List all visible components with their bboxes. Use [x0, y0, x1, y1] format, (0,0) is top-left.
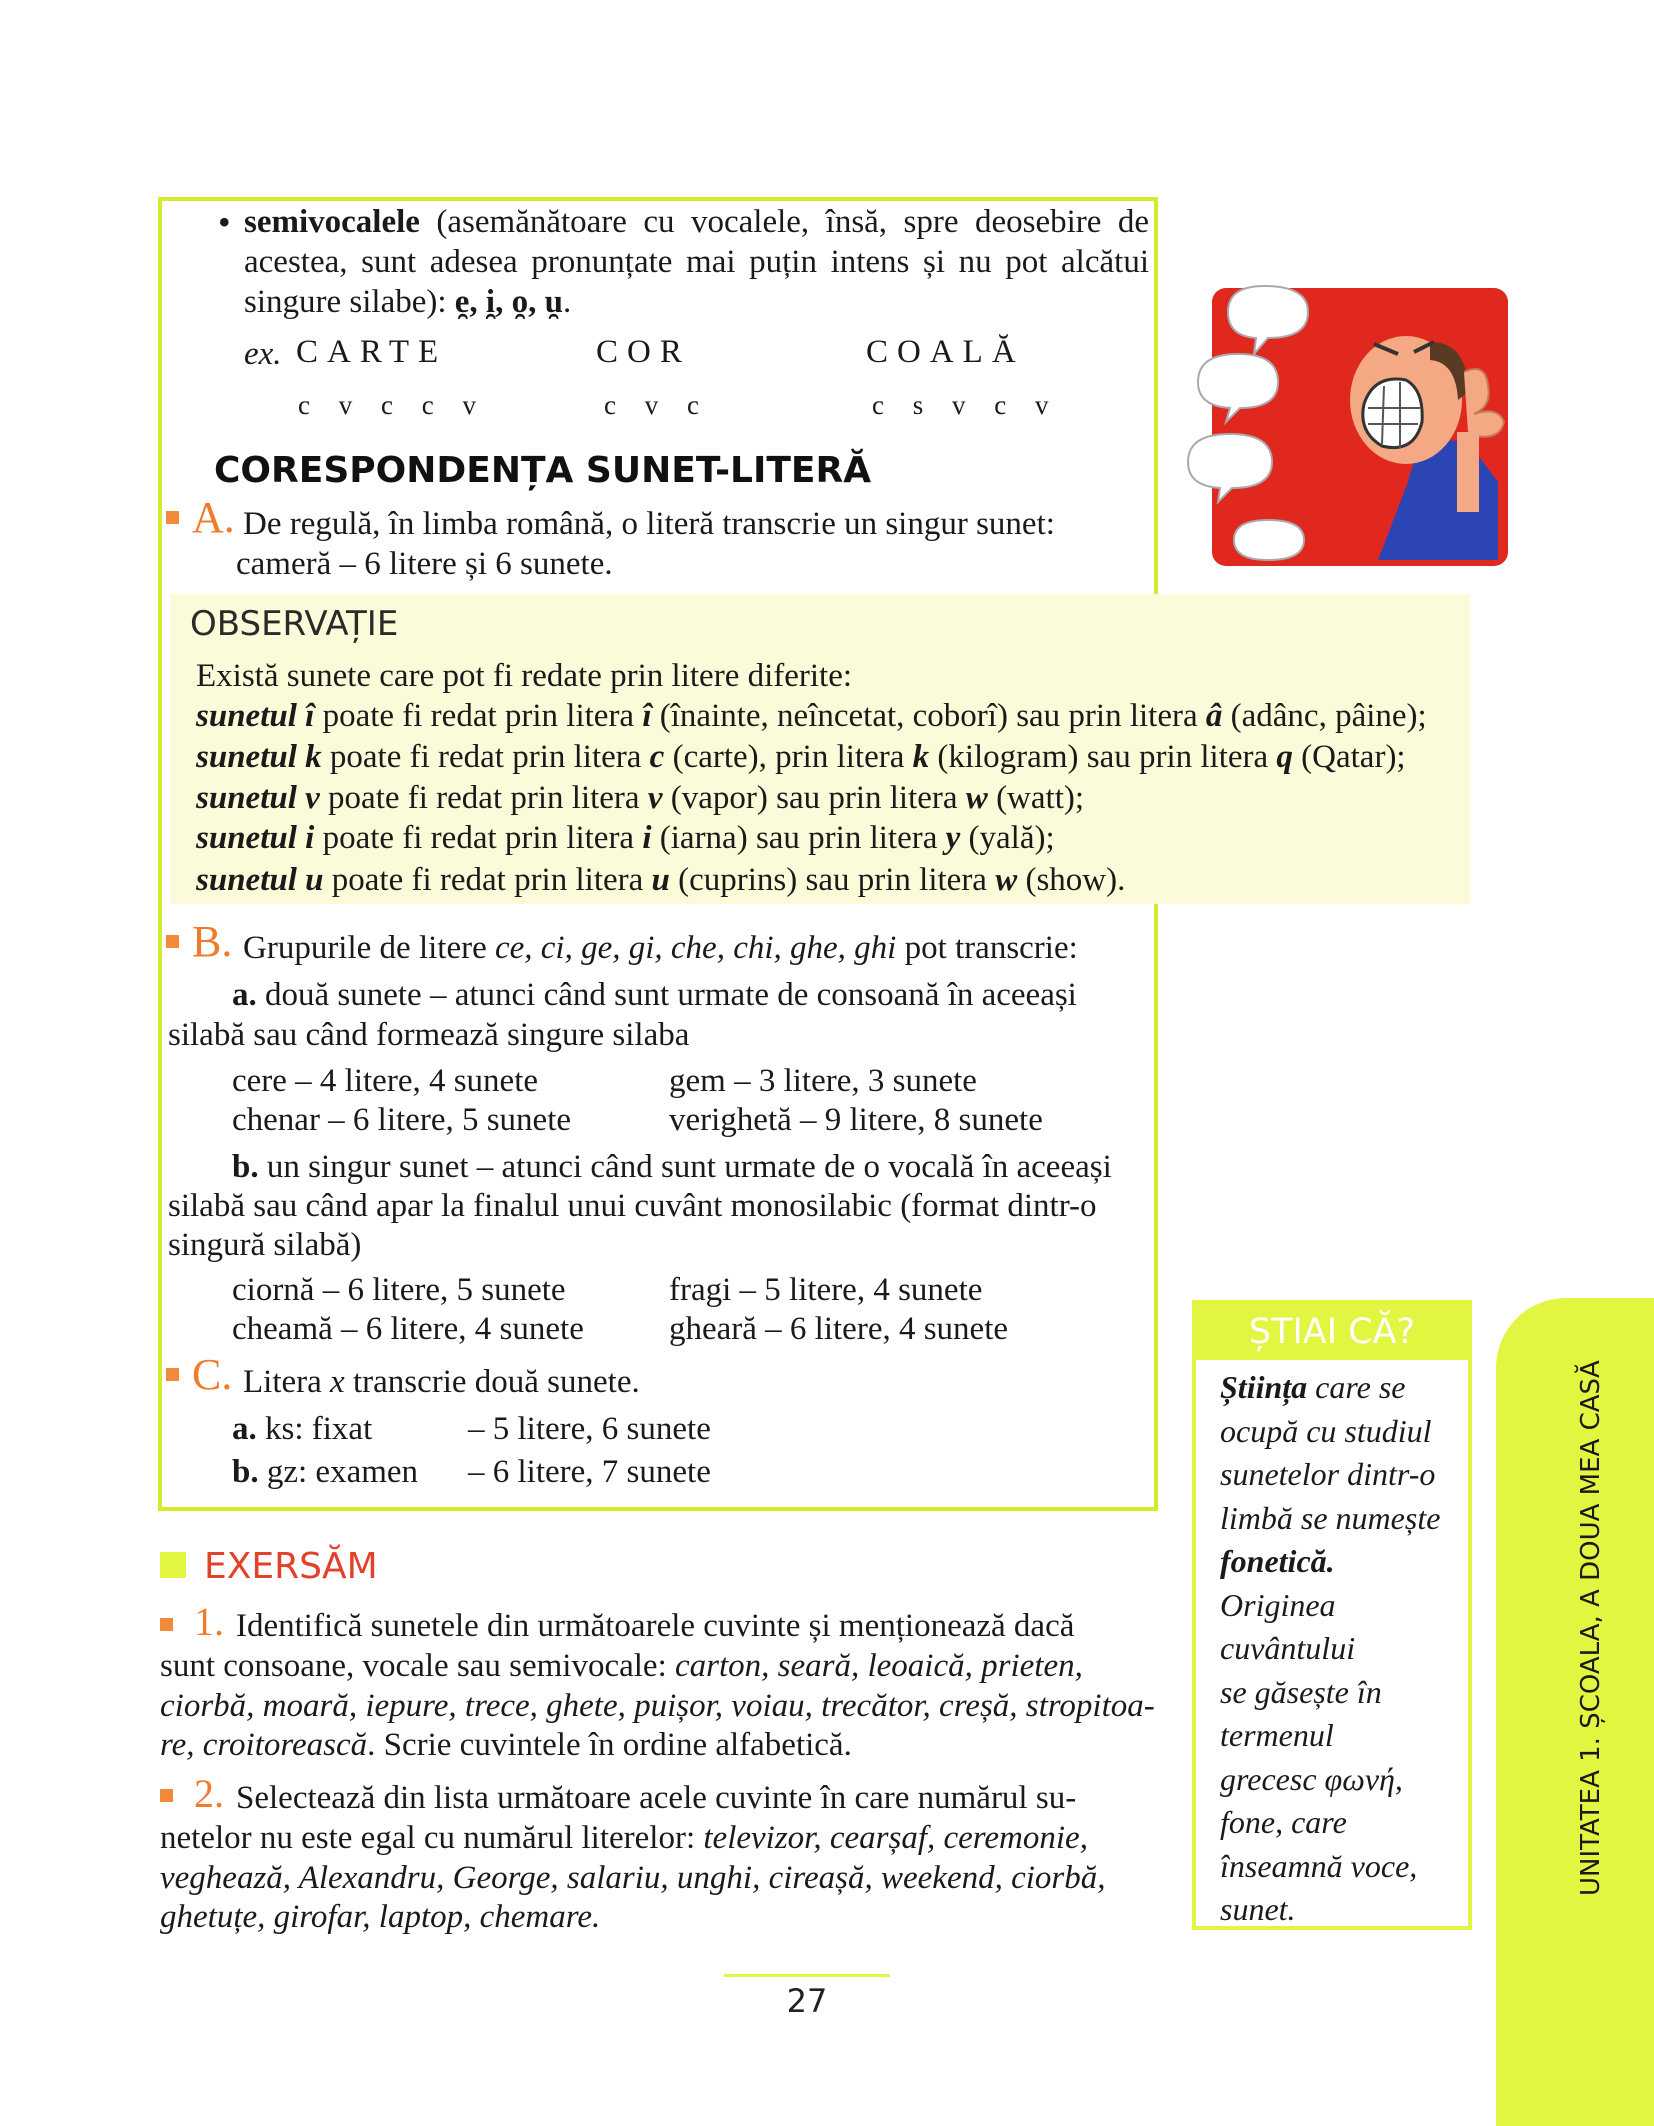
observation-row [196, 737, 1406, 777]
orange-square-icon [160, 1789, 173, 1802]
section-b-b-line3: singură silabă) [168, 1227, 362, 1263]
observation-letter: v [647, 780, 663, 816]
sub-label: a. [232, 977, 257, 1013]
did-you-know-line: sunetelor dintr-o [1220, 1456, 1436, 1492]
observation-text: poate fi redat prin litera [323, 862, 652, 898]
unit-tab [1496, 1298, 1654, 2126]
section-c-letter: C. [192, 1350, 233, 1399]
sub-text: un singur sunet – atunci când sunt urmate de o vocală în aceeași [266, 1149, 1112, 1185]
example-item: fragi – 5 litere, 4 sunete [669, 1272, 983, 1308]
observation-text: (show). [1017, 862, 1126, 898]
did-you-know-line: fone, care [1220, 1804, 1347, 1840]
observation-text: (kilogram) sau prin litera [929, 739, 1277, 775]
section-c-count: – 5 litere, 6 sunete [468, 1411, 711, 1447]
observation-text: (cuprins) sau prin litera [669, 862, 996, 898]
semivowels-text: (asemănătoare cu vocalele, însă, spre deosebire de acestea, sunt adesea pronunțate mai puțin intens și nu pot alcătui singure silabe): [244, 204, 1150, 320]
observation-text: (înainte, neîncetat, coborî) sau prin litera [651, 698, 1206, 734]
section-b-b-line2: silabă sau când apar la finalul unui cuvânt monosilabic (format dintr-o [168, 1188, 1097, 1224]
exercise-1-line [160, 1725, 852, 1765]
observation-row [196, 860, 1125, 900]
observation-text: poate fi redat prin litera [319, 780, 648, 816]
observation-text: poate fi redat prin litera [314, 820, 643, 856]
example-label: ex. [244, 336, 282, 372]
example-item: verighetă – 9 litere, 8 sunete [669, 1102, 1043, 1138]
did-you-know-line: înseamnă voce, [1220, 1847, 1418, 1884]
exercise-1-words: carton, seară, leoaică, prieten, [675, 1648, 1083, 1684]
example-item: cheamă – 6 litere, 4 sunete [232, 1311, 584, 1347]
exercise-1-line [160, 1646, 1083, 1686]
observation-sound: sunetul i [196, 820, 315, 856]
orange-square-icon [160, 1618, 173, 1631]
did-you-know-line: Originea [1220, 1586, 1336, 1623]
semivowels-end: . [562, 284, 572, 320]
page-number: 27 [786, 1982, 828, 2020]
did-you-know-line [1220, 1540, 1460, 1584]
example-code: c v c c v [298, 390, 487, 420]
example-item: gem – 3 litere, 3 sunete [669, 1063, 977, 1099]
exercise-1-text: sunt consoane, vocale sau semivocale: [160, 1648, 667, 1684]
exercise-1-text: . Scrie cuvintele în ordine alfabetică. [367, 1727, 852, 1763]
section-c-row [232, 1409, 372, 1449]
exercise-1-words: re, croitorească [160, 1727, 368, 1763]
letter-x: x [330, 1364, 345, 1400]
section-b-intro-text: pot transcrie: [896, 930, 1078, 966]
section-a-letter: A. [192, 493, 235, 542]
section-b-intro [243, 928, 1078, 968]
section-a-line1: De regulă, în limba română, o literă transcrie un singur sunet: [243, 506, 1055, 542]
exercise-1-number: 1. [194, 1599, 224, 1644]
letter-groups: ce, ci, ge, gi, che, chi, ghe, ghi [494, 930, 897, 966]
section-c-intro [243, 1362, 640, 1402]
section-c-row [232, 1452, 418, 1492]
exercise-2-line: Selectează din lista următoare acele cuvinte în care numărul su- [236, 1780, 1077, 1816]
unit-tab-label: UNITATEA 1. ȘCOALA, A DOUA MEA CASĂ [1576, 1360, 1606, 1896]
exercise-2-words: ghetuțe, girofar, laptop, chemare. [160, 1899, 601, 1935]
did-you-know-term: fonetică. [1220, 1543, 1335, 1579]
did-you-know-line [1220, 1366, 1460, 1410]
observation-letter: â [1205, 698, 1223, 734]
semivowels-term: semivocalele [244, 204, 420, 240]
bullet-dot: • [218, 202, 231, 242]
exercise-2-words: veghează, Alexandru, George, salariu, unghi, cireașă, weekend, ciorbă, [160, 1860, 1106, 1896]
observation-letter: î [642, 698, 652, 734]
observation-text: (adânc, pâine); [1222, 698, 1427, 734]
observation-letter: u [651, 862, 670, 898]
example-word: CARTE [296, 334, 448, 370]
observation-row [196, 696, 1427, 736]
exercises-title: EXERSĂM [204, 1546, 378, 1587]
example-item: chenar – 6 litere, 5 sunete [232, 1102, 572, 1138]
sub-label: a. [232, 1411, 257, 1447]
page-number-rule [724, 1974, 890, 1977]
observation-text: (vapor) sau prin litera [662, 780, 966, 816]
exercise-2-number: 2. [194, 1771, 224, 1816]
section-b-b-line1 [232, 1147, 1112, 1187]
section-a-line2: cameră – 6 litere și 6 sunete. [236, 546, 613, 582]
exercise-2-words: televizor, cearșaf, ceremonie, [703, 1820, 1088, 1856]
sub-example: ks: fixat [265, 1411, 373, 1447]
did-you-know-box [1192, 1300, 1472, 1930]
section-b-a-line1 [232, 975, 1077, 1015]
observation-text: (watt); [987, 780, 1085, 816]
shouting-man-illustration [1168, 282, 1518, 572]
section-c-text: transcrie două sunete. [344, 1364, 640, 1400]
example-item: ciornă – 6 litere, 5 sunete [232, 1272, 566, 1308]
observation-row [196, 778, 1084, 818]
exercise-1-words: ciorbă, moară, iepure, trece, ghete, puișor, voiau, trecător, creșă, stropitoa- [160, 1688, 1155, 1724]
example-item: gheară – 6 litere, 4 sunete [669, 1311, 1009, 1347]
did-you-know-line: limbă se numește [1220, 1499, 1441, 1536]
section-b-intro-text: Grupurile de litere [243, 930, 495, 966]
example-item: cere – 4 litere, 4 sunete [232, 1063, 539, 1099]
observation-sound: sunetul v [196, 780, 320, 816]
sub-label: b. [232, 1149, 259, 1185]
observation-intro: Există sunete care pot fi redate prin litere diferite: [196, 658, 853, 694]
observation-text: (Qatar); [1292, 739, 1406, 775]
section-title: CORESPONDENȚA SUNET-LITERĂ [214, 450, 872, 491]
did-you-know-line: grecesc φωνή, [1220, 1760, 1403, 1797]
section-c-text: Litera [243, 1364, 331, 1400]
semivowels-letters: e̯, i̯, o̯, u̯ [454, 284, 563, 320]
example-word: COR [596, 334, 691, 370]
observation-letter: i [642, 820, 652, 856]
orange-square-icon [166, 935, 179, 948]
did-you-know-title: ȘTIAI CĂ? [1196, 1304, 1468, 1360]
orange-square-icon [166, 511, 179, 524]
observation-sound: sunetul k [196, 739, 322, 775]
lime-square-icon [160, 1552, 186, 1578]
observation-sound: sunetul î [196, 698, 315, 734]
did-you-know-text-part: care se [1307, 1369, 1406, 1405]
section-b-a-line2: silabă sau când formează singure silaba [168, 1017, 690, 1053]
observation-text: poate fi redat prin litera [321, 739, 650, 775]
observation-letter: c [649, 739, 665, 775]
section-b-letter: B. [192, 917, 233, 966]
exercise-1-line: Identifică sunetele din următoarele cuvinte și menționează dacă [236, 1608, 1075, 1644]
observation-text: poate fi redat prin litera [314, 698, 643, 734]
did-you-know-line: termenul [1220, 1717, 1334, 1753]
observation-letter: y [945, 820, 961, 856]
sub-example: gz: examen [266, 1454, 419, 1490]
exercise-2-text: netelor nu este egal cu numărul literelor: [160, 1820, 704, 1856]
observation-title: OBSERVAȚIE [190, 604, 399, 644]
observation-letter: w [965, 780, 988, 816]
observation-letter: w [995, 862, 1018, 898]
did-you-know-line: cuvântului [1220, 1630, 1356, 1666]
semivowels-paragraph [244, 202, 1149, 322]
sub-text: două sunete – atunci când sunt urmate de consoană în aceeași [265, 977, 1077, 1013]
did-you-know-line: se găsește în [1220, 1673, 1382, 1710]
did-you-know-term: Știința [1220, 1369, 1308, 1405]
did-you-know-line: sunet. [1220, 1891, 1296, 1927]
example-word: COALĂ [866, 334, 1025, 370]
did-you-know-line: ocupă cu studiul [1220, 1412, 1432, 1449]
example-code: c v c [604, 390, 710, 420]
observation-text: (yală); [960, 820, 1055, 856]
observation-row [196, 818, 1055, 858]
sub-label: b. [232, 1454, 259, 1490]
observation-sound: sunetul u [196, 862, 324, 898]
section-c-count: – 6 litere, 7 sunete [468, 1454, 711, 1490]
observation-text: (iarna) sau prin litera [651, 820, 946, 856]
observation-text: (carte), prin litera [664, 739, 913, 775]
did-you-know-text [1220, 1366, 1460, 1932]
exercise-2-line [160, 1818, 1088, 1858]
observation-letter: q [1276, 739, 1293, 775]
example-code: c s v c v [872, 390, 1060, 420]
observation-letter: k [912, 739, 930, 775]
orange-square-icon [166, 1368, 179, 1381]
